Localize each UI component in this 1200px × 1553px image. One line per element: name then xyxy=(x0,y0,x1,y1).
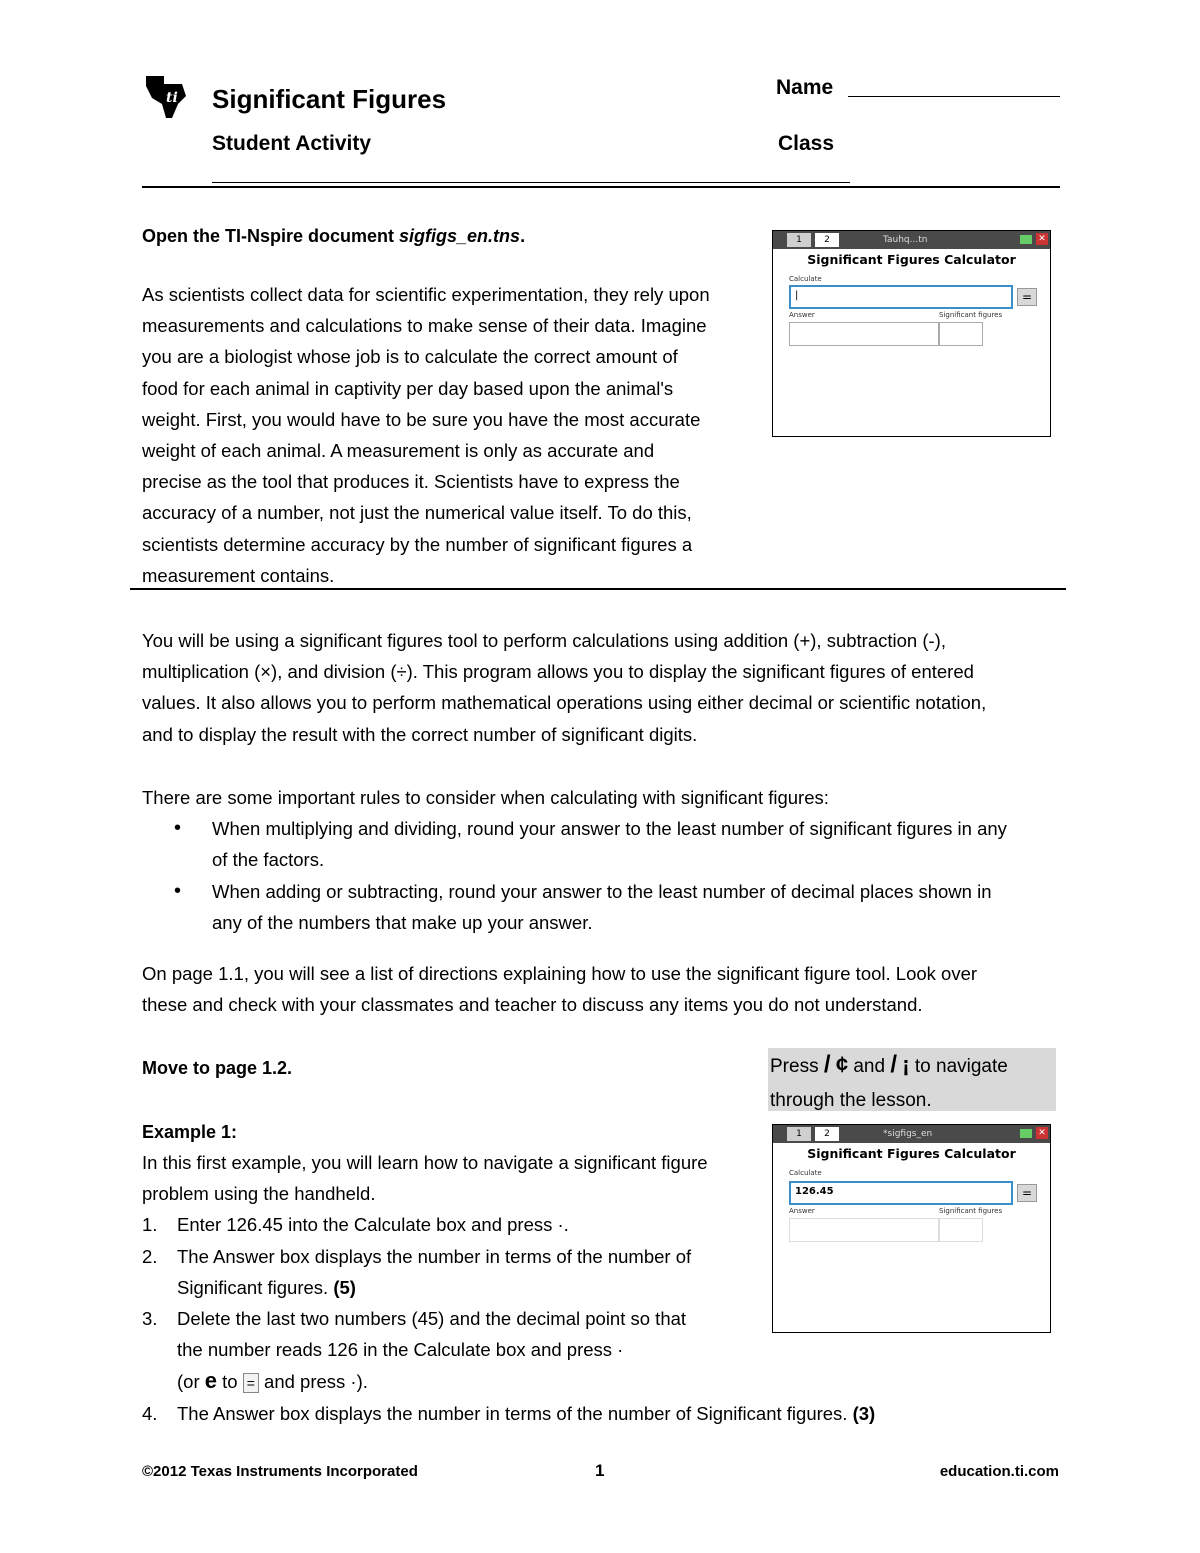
step-line: to xyxy=(217,1371,243,1393)
step-item xyxy=(142,1398,1072,1429)
class-label: Class xyxy=(778,132,835,155)
hint-press: Press xyxy=(770,1056,819,1077)
navigation-hint xyxy=(768,1048,1056,1111)
step-line: and press ·). xyxy=(258,1371,368,1393)
header-underline xyxy=(212,182,850,183)
rule-item xyxy=(142,813,1072,875)
screen-title: Significant Figures Calculator xyxy=(807,1146,1016,1161)
hint-and: and xyxy=(853,1056,886,1077)
step-line: the number reads 126 in the Calculate box and press · xyxy=(177,1339,624,1361)
screen-answer-box xyxy=(789,322,939,346)
screen-toolbar xyxy=(773,1125,1050,1143)
step-line: The Answer box displays the number in terms of the number of Significant figures. xyxy=(177,1402,853,1424)
rules-section xyxy=(142,782,1072,938)
screen-doc-name: Tauhq...tn xyxy=(883,235,928,245)
screen-calc-label: Calculate xyxy=(789,275,822,283)
step-number: 4. xyxy=(142,1402,158,1424)
name-label: Name xyxy=(776,76,834,99)
screen-answer-label: Answer xyxy=(789,311,815,319)
screen-toolbar xyxy=(773,231,1050,249)
close-icon: ✕ xyxy=(1036,1127,1048,1139)
screen-sig-box xyxy=(939,1218,983,1242)
hint-line2: through the lesson. xyxy=(770,1090,932,1111)
battery-icon xyxy=(1020,1129,1032,1138)
footer-site: education.ti.com xyxy=(939,1463,1059,1480)
intro-line: accuracy of a number, not just the numerical value itself. To do this, xyxy=(142,502,692,524)
intro-heading-file: sigfigs_en.tns xyxy=(399,226,521,246)
screen-sig-box xyxy=(939,322,983,346)
tool-line: and to display the result with the correct number of significant digits. xyxy=(142,723,698,745)
step-line: (or xyxy=(177,1371,205,1393)
screen-tab: 1 xyxy=(787,233,811,247)
page11-line: these and check with your classmates and teacher to discuss any items you do not understand. xyxy=(142,994,923,1016)
step-answer: (3) xyxy=(852,1402,876,1424)
screen-calc-input: | xyxy=(789,285,1013,309)
left-arrow-key-icon: ¢ xyxy=(835,1052,849,1077)
tool-line: You will be using a significant figures tool to perform calculations using addition (+), subtraction (-), xyxy=(142,630,946,651)
ti-logo-icon xyxy=(142,74,188,120)
screen-sig-label: Significant figures xyxy=(939,311,1003,319)
intro-line: measurement contains. xyxy=(142,564,335,586)
page11-paragraph xyxy=(142,958,977,1020)
right-arrow-key-icon: ¡ xyxy=(902,1052,910,1077)
hint-rest: to navigate xyxy=(914,1056,1008,1077)
name-field-line[interactable] xyxy=(848,96,1060,97)
header-divider xyxy=(142,186,1060,188)
rule-line: • When multiplying and dividing, round your answer to the least number of significant figures in any xyxy=(212,818,1007,840)
intro-line: measurements and calculations to make sense of their data. Imagine xyxy=(142,315,707,337)
step-line: Enter 126.45 into the Calculate box and press ·. xyxy=(177,1214,569,1236)
intro-line: weight of each animal. A measurement is only as accurate and xyxy=(142,440,655,462)
intro-line: scientists determine accuracy by the number of significant figures a xyxy=(142,533,693,555)
step-line: Significant figures. xyxy=(177,1276,334,1298)
intro-line: precise as the tool that produces it. Scientists have to express the xyxy=(142,471,680,493)
example-intro-line: In this first example, you will learn how to navigate a significant figure xyxy=(142,1152,708,1173)
battery-icon xyxy=(1020,235,1032,244)
rule-item xyxy=(142,876,1072,938)
screen-equals-button: = xyxy=(1017,1184,1037,1202)
tool-line: multiplication (×), and division (÷). This program allows you to display the significant figures of entered xyxy=(142,661,974,683)
section-divider xyxy=(130,588,1066,590)
intro-heading-prefix: Open the TI-Nspire document xyxy=(142,226,400,246)
screen-doc-name: *sigfigs_en xyxy=(883,1129,933,1139)
screen-sig-label: Significant figures xyxy=(939,1207,1003,1215)
page-title: Significant Figures xyxy=(212,84,447,114)
close-icon: ✕ xyxy=(1036,233,1048,245)
step-answer: (5) xyxy=(333,1276,356,1298)
rule-line: any of the numbers that make up your answer. xyxy=(212,911,593,933)
screen-answer-box xyxy=(789,1218,939,1242)
page-subtitle: Student Activity xyxy=(212,132,372,155)
tool-paragraph xyxy=(142,625,986,750)
intro-heading-suffix: . xyxy=(520,226,526,246)
screen-answer-label: Answer xyxy=(789,1207,815,1215)
step-line: Delete the last two numbers (45) and the decimal point so that xyxy=(177,1308,687,1330)
slash-key-icon: / xyxy=(823,1051,831,1078)
tool-line: values. It also allows you to perform mathematical operations using either decimal or scientific notation, xyxy=(142,692,987,714)
calculator-screenshot-1 xyxy=(772,230,1051,437)
step-line: The Answer box displays the number in terms of the number of xyxy=(177,1245,692,1267)
example-heading: Example 1: xyxy=(142,1122,238,1142)
step-number: 3. xyxy=(142,1308,158,1330)
screen-title: Significant Figures Calculator xyxy=(807,252,1016,267)
intro-line: food for each animal in captivity per day based upon the animal's xyxy=(142,377,674,399)
screen-tab: 2 xyxy=(815,233,839,247)
screen-tab: 1 xyxy=(787,1127,811,1141)
intro-paragraph xyxy=(142,279,710,591)
screen-calc-input: 126.45 xyxy=(789,1181,1013,1205)
example-intro-line: problem using the handheld. xyxy=(142,1183,376,1205)
move-heading: Move to page 1.2. xyxy=(142,1058,293,1078)
screen-calc-label: Calculate xyxy=(789,1169,822,1177)
tab-key-icon: e xyxy=(204,1368,217,1394)
screen-tab: 2 xyxy=(815,1127,839,1141)
calculator-screenshot-2 xyxy=(772,1124,1051,1333)
footer-page-number: 1 xyxy=(595,1461,605,1480)
page11-line: On page 1.1, you will see a list of directions explaining how to use the significant figure tool. Look over xyxy=(142,963,978,984)
footer-copyright: ©2012 Texas Instruments Incorporated xyxy=(142,1463,418,1480)
rule-line: • When adding or subtracting, round your answer to the least number of decimal places shown in xyxy=(212,880,992,902)
equals-button-icon: = xyxy=(243,1373,259,1393)
step-number: 1. xyxy=(142,1214,158,1236)
step-number: 2. xyxy=(142,1245,158,1267)
rules-intro: There are some important rules to consider when calculating with significant figures: xyxy=(142,787,829,808)
slash-key-icon: / xyxy=(890,1051,897,1078)
intro-line: As scientists collect data for scientific experimentation, they rely upon xyxy=(142,284,710,305)
rule-line: of the factors. xyxy=(212,849,325,871)
rules-list xyxy=(142,813,1072,938)
intro-line: weight. First, you would have to be sure you have the most accurate xyxy=(142,408,701,430)
intro-heading xyxy=(142,226,525,247)
screen-equals-button: = xyxy=(1017,288,1037,306)
intro-line: you are a biologist whose job is to calculate the correct amount of xyxy=(142,346,678,368)
svg-text:ti: ti xyxy=(166,90,178,106)
